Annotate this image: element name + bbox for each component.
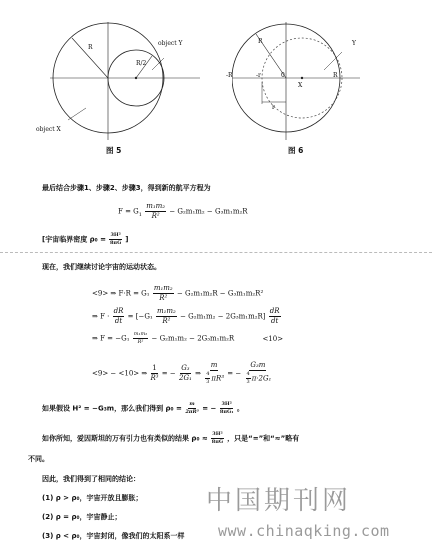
label-r-half: R/2 xyxy=(136,60,147,67)
figure-6-caption: 图 6 xyxy=(288,146,304,155)
equation-10: ⇒ F = −G₁ $\frac{\text{m₁m₂}}{\text{R²}}$ − G₂m₁m₂ − 2G₃m₁m₂R <10> xyxy=(92,331,284,345)
page-break-divider xyxy=(0,252,432,254)
paragraph-hypothesis: 如果假设 H² = −G₃m，那么我们得到 ρ₀ = $\frac{m}{\text{2πR³}}$ = − $\frac{\text{3H²}}{\text{8πG₁}}$ 。 xyxy=(42,401,244,415)
eq9b-pre: ⇒ F · xyxy=(92,312,110,321)
watermark-url: www.chinaqking.com xyxy=(218,522,390,540)
eq11-mid-2: = − xyxy=(227,369,242,378)
label-object-x: object X xyxy=(36,126,61,133)
equation-9-derivative: ⇒ F · $\frac{dR}{dt}$ = [−G₁ $\frac{\text{m₁m₂}}{\text{R²}}$ − G₂m₁m₂ − 2G₃m₁m₂R] $\frac{dR}{dt}$ xyxy=(92,307,280,325)
eq9b-rest: − G₂m₁m₂ − 2G₃m₁m₂R] xyxy=(180,312,266,321)
conclusion-item-3: (3) ρ < ρ₀，宇宙封闭，像我们的太阳系一样 xyxy=(42,532,185,540)
conclusion-item-1: (1) ρ > ρ₀，宇宙开放且膨胀； xyxy=(42,494,143,502)
label-object-y: object Y xyxy=(158,40,183,47)
label-r: R xyxy=(88,44,93,51)
paragraph-motion-state: 现在，我们继续讨论宇宙的运动状态。 xyxy=(42,263,161,271)
fig6-label-x: X xyxy=(298,82,303,89)
eq10-tag: <10> xyxy=(262,334,284,343)
eq9-label: <9> ⇒ F·R = G₁ xyxy=(92,289,150,298)
einstein-pre: 如你所知，爱因斯坦的万有引力也有类似的结果 ρ₀ ≈ xyxy=(42,434,208,443)
fig6-label-y: Y xyxy=(352,40,356,47)
eq11-arrow: ⇒ xyxy=(195,369,201,378)
eq11-mid: = − xyxy=(161,369,176,378)
critical-density-pre: [宇宙临界密度 ρ₀ = xyxy=(42,235,107,244)
fig6-label-zero: 0 xyxy=(281,72,285,79)
fig6-label-r-small: r xyxy=(272,104,275,111)
eq11-pre: <9> − <10> ⇒ xyxy=(92,369,148,378)
paragraph-equation-intro: 最后结合步骤1、步骤2、步骤3，得到新的航平方程为 xyxy=(42,184,211,192)
conclusion-item-2: (2) ρ = ρ₀，宇宙静止； xyxy=(42,513,122,521)
eq9-rest: − G₂m₁m₂R − G₃m₁m₂R² xyxy=(176,289,264,298)
equation-9: <9> ⇒ F·R = G₁ $\frac{\text{m₁m₂}}{\text{R²}}$ − G₂m₁m₂R − G₃m₁m₂R² xyxy=(92,284,264,302)
hypothesis-pre: 如果假设 H² = −G₃m，那么我们得到 ρ₀ = xyxy=(42,404,182,413)
paragraph-einstein: 如你所知，爱因斯坦的万有引力也有类似的结果 ρ₀ ≈ $\frac{\text{3H²}}{8\pi G}$ ，只是“=”和“≈”略有 xyxy=(42,431,300,445)
eq10-rest: − G₂m₁m₂ − 2G₃m₁m₂R xyxy=(151,334,235,343)
figure-5-caption: 图 5 xyxy=(106,146,122,155)
figure-5-diagram xyxy=(50,22,210,140)
watermark-cn: 中国期刊网 xyxy=(206,486,352,516)
figure-6-diagram xyxy=(232,22,362,140)
eq9b-mid: = [−G₁ xyxy=(127,312,153,321)
fig6-label-r: R xyxy=(258,38,263,45)
equation-1: $F = G_1$ $\frac{\text{m₁m₂}}{\text{R²}}$ − G₂m₁m₂ − G₃m₁m₂R xyxy=(118,202,248,220)
eq1-rest: − G₂m₁m₂ − G₃m₁m₂R xyxy=(169,207,248,216)
hypothesis-post: 。 xyxy=(236,404,244,413)
eq1-lhs: F = G xyxy=(118,207,139,216)
eq10-pre: ⇒ F = −G₁ xyxy=(92,334,130,343)
einstein-post: ，只是“=”和“≈”略有 xyxy=(227,434,300,443)
paragraph-critical-density: [宇宙临界密度 ρ₀ = $\frac{\text{3H²}}{8\pi G}$ ] xyxy=(42,232,129,246)
paragraph-conclusion: 因此，我们得到了相同的结论： xyxy=(42,475,140,483)
fig6-label-pos-r: R xyxy=(333,72,338,79)
equation-11: <9> − <10> ⇒ $\frac{1}{\text{R³}}$ = − $\frac{\text{G₃}}{\text{2G₁}}$ ⇒ m $\frac{4}{3}$ πR³ = − G₃m $\frac{4}{3}$ π·2G₁ xyxy=(92,361,272,385)
paragraph-einstein-line2: 不同。 xyxy=(28,455,49,463)
fig6-label-neg-r-small: -r xyxy=(256,72,261,79)
critical-density-post: ] xyxy=(125,235,129,244)
fig6-label-neg-r: -R xyxy=(226,72,233,79)
